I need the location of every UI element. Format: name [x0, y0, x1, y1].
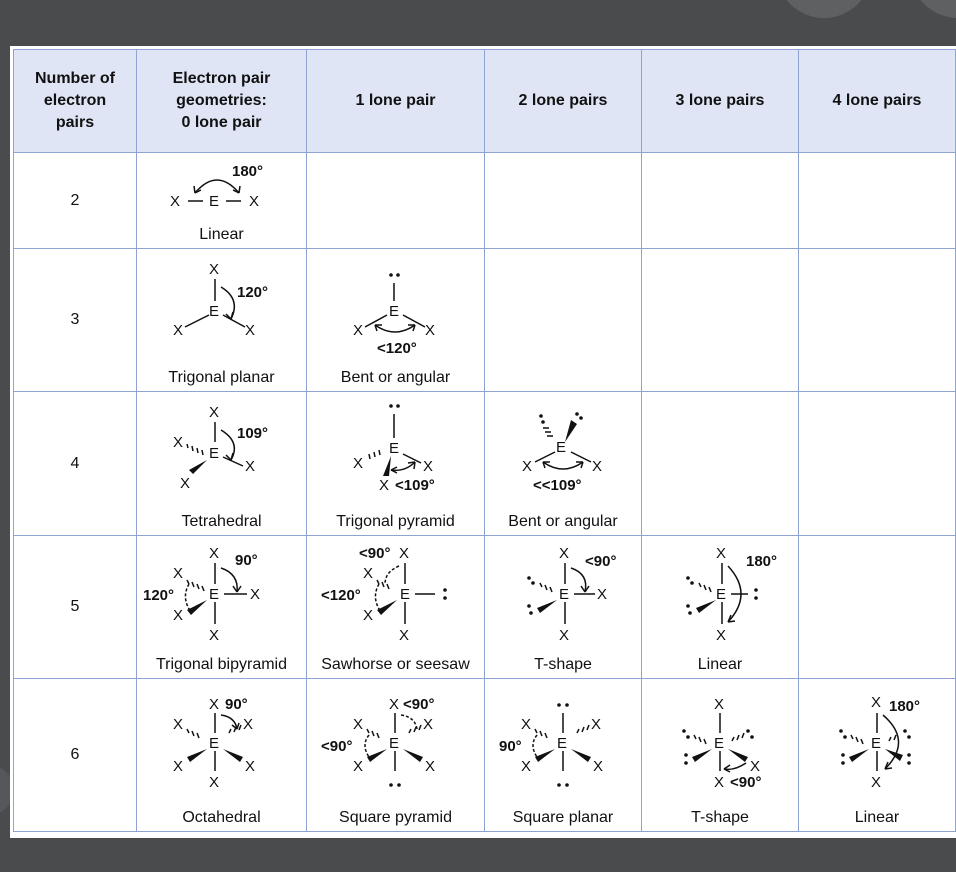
ligand-label: X: [522, 458, 533, 475]
table-row: [14, 153, 956, 249]
bond-angle-label: <120°: [321, 587, 361, 604]
ligand-label: X: [363, 607, 374, 624]
table-row: [14, 679, 956, 832]
ligand-label: X: [245, 758, 256, 775]
ligand-label: X: [209, 774, 220, 791]
ligand-label: X: [716, 545, 727, 562]
bond-angle-label: 180°: [232, 163, 264, 180]
header-four-lone-pairs: 4 lone pairs: [799, 50, 956, 153]
empty-cell: [799, 392, 956, 536]
ligand-label: X: [245, 458, 256, 475]
ligand-label: X: [559, 545, 570, 562]
shape-name: Octahedral: [182, 809, 261, 826]
shape-name: T-shape: [534, 656, 592, 673]
bond-angle-label: 120°: [237, 284, 269, 301]
geometry-cell: [137, 392, 307, 536]
ligand-label: X: [353, 455, 364, 472]
ligand-label: X: [209, 696, 220, 713]
table-row: [14, 249, 956, 392]
ligand-label: X: [249, 193, 260, 210]
ligand-label: X: [591, 716, 602, 733]
ligand-label: X: [379, 477, 390, 494]
ligand-label: X: [173, 716, 184, 733]
empty-cell: [642, 153, 799, 249]
ligand-label: X: [243, 716, 254, 733]
pair-count: 4: [14, 392, 137, 536]
ligand-label: X: [250, 586, 261, 603]
bond-angle-label: <<109°: [533, 477, 582, 494]
central-atom-label: E: [209, 193, 220, 210]
geometry-cell: [137, 153, 307, 249]
header-three-lone-pairs: 3 lone pairs: [642, 50, 799, 153]
ligand-label: X: [716, 627, 727, 644]
geometry-cell: [642, 536, 799, 679]
ligand-label: X: [714, 774, 725, 791]
header-row: [14, 50, 956, 153]
bond-angle-label: <109°: [395, 477, 435, 494]
bond-angle-label: 109°: [237, 425, 269, 442]
ligand-label: X: [593, 758, 604, 775]
ligand-label: X: [173, 758, 184, 775]
empty-cell: [485, 249, 642, 392]
central-atom-label: E: [209, 445, 220, 462]
empty-cell: [307, 153, 485, 249]
central-atom-label: E: [716, 586, 727, 603]
bond-angle-label: 120°: [143, 587, 175, 604]
vsepr-figure: [10, 46, 956, 838]
pair-count: 3: [14, 249, 137, 392]
ligand-label: X: [423, 458, 434, 475]
geometry-cell: [642, 679, 799, 832]
ligand-label: X: [173, 607, 184, 624]
bond-angle-label: 90°: [225, 696, 248, 713]
central-atom-label: E: [209, 303, 220, 320]
ligand-label: X: [353, 716, 364, 733]
shape-name: Trigonal planar: [168, 369, 275, 386]
shape-name: Square planar: [512, 809, 614, 826]
bond-angle-label: <90°: [403, 696, 435, 713]
shape-name: Linear: [199, 226, 244, 243]
geometry-cell: [307, 536, 485, 679]
geometry-cell: [307, 249, 485, 392]
ligand-label: X: [559, 627, 570, 644]
geometry-cell: [485, 536, 642, 679]
shape-name: Bent or angular: [508, 513, 618, 530]
ligand-label: X: [871, 694, 882, 711]
geometry-cell: [137, 249, 307, 392]
empty-cell: [799, 249, 956, 392]
ligand-label: X: [399, 545, 410, 562]
shape-name: Linear: [854, 809, 900, 826]
shape-name: Sawhorse or seesaw: [321, 656, 470, 673]
bond-angle-label: <90°: [321, 738, 353, 755]
central-atom-label: E: [209, 586, 220, 603]
ligand-label: X: [353, 758, 364, 775]
header-one-lone-pair: 1 lone pair: [307, 50, 485, 153]
shape-name: Trigonal pyramid: [336, 513, 455, 530]
shape-name: T-shape: [691, 809, 749, 826]
ligand-label: X: [209, 627, 220, 644]
central-atom-label: E: [389, 440, 400, 457]
ligand-label: X: [425, 758, 436, 775]
shape-name: Bent or angular: [340, 369, 451, 386]
header-electron-pairs: Number of electron pairs: [14, 50, 137, 153]
bond-angle-label: 180°: [889, 698, 921, 715]
ligand-label: X: [173, 322, 184, 339]
geometry-cell: [307, 679, 485, 832]
empty-cell: [642, 249, 799, 392]
central-atom-label: E: [559, 586, 570, 603]
ligand-label: X: [180, 475, 191, 492]
geometry-cell: [307, 392, 485, 536]
empty-cell: [485, 153, 642, 249]
ligand-label: X: [399, 627, 410, 644]
background-circle: [910, 0, 956, 18]
central-atom-label: E: [714, 735, 725, 752]
ligand-label: X: [363, 565, 374, 582]
ligand-label: X: [521, 716, 532, 733]
ligand-label: X: [714, 696, 725, 713]
bond-angle-label: <90°: [585, 553, 617, 570]
ligand-label: X: [173, 565, 184, 582]
ligand-label: X: [750, 758, 761, 775]
shape-name: Linear: [697, 656, 743, 673]
ligand-label: X: [425, 322, 436, 339]
ligand-label: X: [173, 434, 184, 451]
bond-angle-label: <120°: [377, 340, 417, 357]
header-zero-lone-pair: Electron pair geometries: 0 lone pair: [137, 50, 307, 153]
ligand-label: X: [170, 193, 181, 210]
central-atom-label: E: [557, 735, 568, 752]
shape-name: Tetrahedral: [181, 513, 262, 530]
pair-count: 2: [14, 153, 137, 249]
bond-angle-label: 180°: [746, 553, 778, 570]
pair-count: 5: [14, 536, 137, 679]
ligand-label: X: [245, 322, 256, 339]
bond-angle-label: 90°: [235, 552, 258, 569]
header-two-lone-pairs: 2 lone pairs: [485, 50, 642, 153]
empty-cell: [799, 153, 956, 249]
ligand-label: X: [871, 774, 882, 791]
central-atom-label: E: [400, 586, 411, 603]
central-atom-label: E: [389, 735, 400, 752]
central-atom-label: E: [209, 735, 220, 752]
central-atom-label: E: [871, 735, 882, 752]
central-atom-label: E: [389, 303, 400, 320]
geometry-cell: [137, 679, 307, 832]
geometry-cell: [799, 679, 956, 832]
ligand-label: X: [389, 696, 400, 713]
pair-count: 6: [14, 679, 137, 832]
ligand-label: X: [209, 545, 220, 562]
geometry-cell: [485, 392, 642, 536]
geometry-cell: [485, 679, 642, 832]
background-circle: [776, 0, 872, 18]
geometry-cell: [137, 536, 307, 679]
table-row: [14, 392, 956, 536]
bond-angle-label: 90°: [499, 738, 522, 755]
empty-cell: [799, 536, 956, 679]
ligand-label: X: [353, 322, 364, 339]
table-row: [14, 536, 956, 679]
vsepr-table: [13, 49, 956, 832]
bond-angle-label: <90°: [730, 774, 762, 791]
ligand-label: X: [521, 758, 532, 775]
ligand-label: X: [592, 458, 603, 475]
ligand-label: X: [597, 586, 608, 603]
ligand-label: X: [423, 716, 434, 733]
central-atom-label: E: [556, 439, 567, 456]
shape-name: Square pyramid: [339, 809, 452, 826]
bond-angle-label: <90°: [359, 545, 391, 562]
shape-name: Trigonal bipyramid: [155, 656, 287, 673]
ligand-label: X: [209, 261, 220, 278]
empty-cell: [642, 392, 799, 536]
ligand-label: X: [209, 404, 220, 421]
